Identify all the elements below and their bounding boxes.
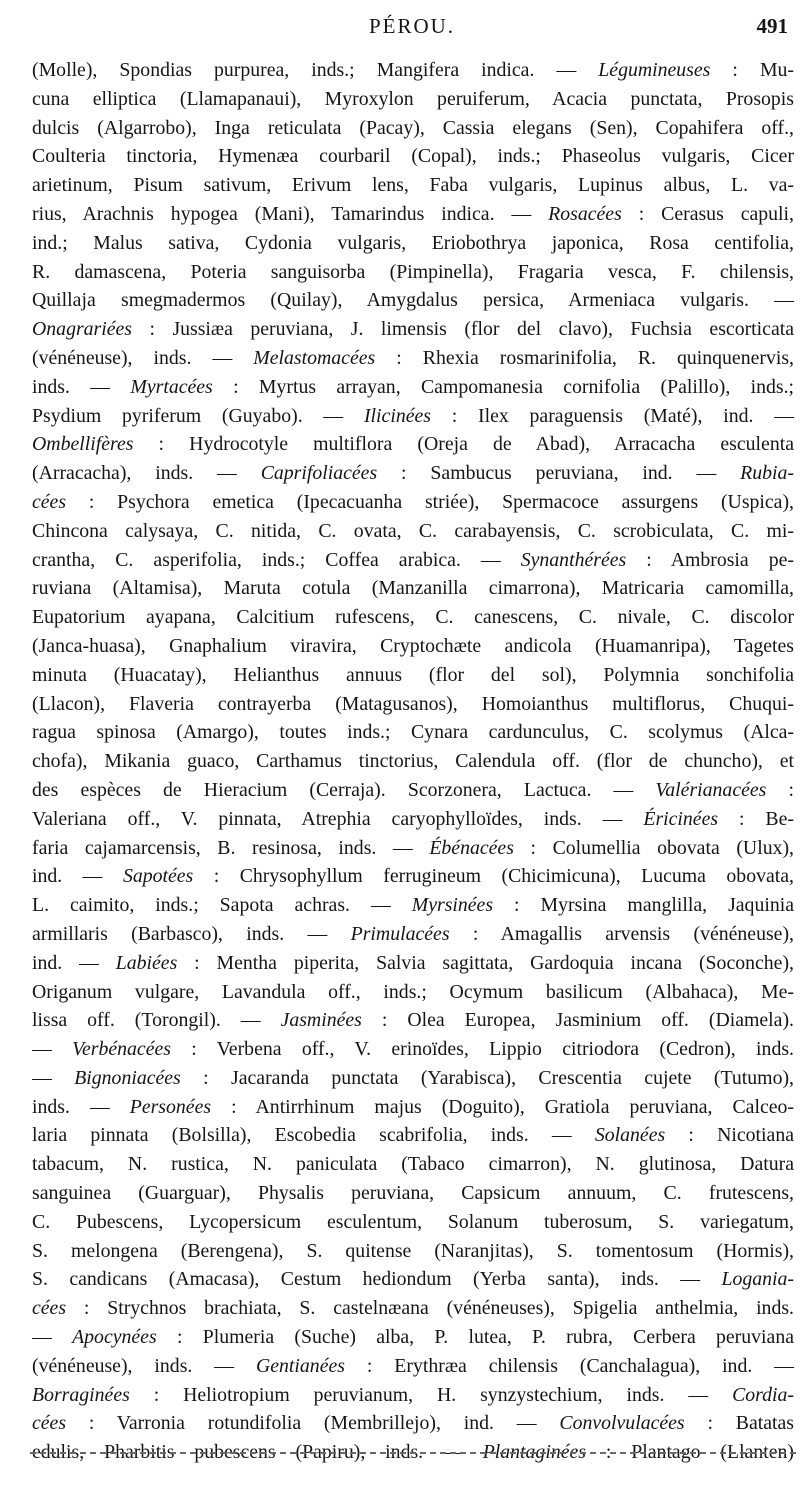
text-segment: : Plantago (Llanten) (585, 1441, 794, 1464)
page-number: 491 (756, 14, 788, 38)
text-line (32, 56, 794, 85)
family-name: Logania- (721, 1268, 794, 1291)
text-line (32, 1294, 794, 1323)
running-title: PÉROU. (368, 14, 456, 38)
text-segment: inds. — (32, 375, 131, 398)
family-name: Éricinées (643, 807, 719, 830)
text-line (32, 171, 794, 200)
family-name: Rubia- (740, 462, 794, 485)
family-name: Myrtacées (130, 375, 213, 398)
family-name: Personées (129, 1095, 212, 1118)
text-line (32, 690, 794, 719)
text-segment: : Psychora emetica (Ipecacuanha striée), Spermacoce assurgens (Uspica), (66, 490, 794, 513)
text-segment: S. melongena (Berengena), S. quitense (Naranjitas), S. tomentosum (Hormis), (32, 1239, 794, 1262)
text-line (32, 459, 794, 488)
text-segment: lissa off. (Torongil). — (32, 1009, 281, 1032)
text-line (32, 949, 794, 978)
text-segment: (Arracacha), inds. — (32, 462, 261, 485)
text-segment: edulis, Pharbitis pubescens (Papiru), inds. — (32, 1441, 483, 1464)
text-line (32, 1409, 794, 1438)
text-segment: des espèces de Hieracium (Cerraja). Scorzonera, Lactuca. — (32, 778, 656, 801)
family-name: Sapotées (122, 865, 194, 888)
text-segment: : Batatas (684, 1412, 794, 1435)
family-name: Onagrariées (32, 318, 132, 341)
text-segment: : Antirrhinum majus (Doguito), Gratiola peruviana, Calceo- (211, 1095, 794, 1118)
family-name: Synanthérées (520, 548, 627, 571)
text-segment: : Columellia obovata (Ulux), (513, 836, 794, 859)
text-segment: — (32, 1038, 73, 1061)
text-segment: : Erythræa chilensis (Canchalagua), ind. — (344, 1354, 794, 1377)
text-line (32, 286, 794, 315)
text-line (32, 488, 794, 517)
text-line (32, 1006, 794, 1035)
text-line (32, 114, 794, 143)
text-line (32, 1179, 794, 1208)
text-segment: ragua spinosa (Amargo), toutes inds.; Cynara cardunculus, C. scolymus (Alca- (32, 721, 794, 744)
text-segment: : Varronia rotundifolia (Membrillejo), ind. — (66, 1412, 560, 1435)
family-name: cées (32, 1412, 67, 1435)
text-line (32, 1121, 794, 1150)
text-segment: C. Pubescens, Lycopersicum esculentum, Solanum tuberosum, S. variegatum, (32, 1210, 794, 1233)
text-line (32, 1237, 794, 1266)
family-name: Légumineuses (598, 59, 711, 81)
text-line (32, 632, 794, 661)
text-segment: arietinum, Pisum sativum, Erivum lens, Faba vulgaris, Lupinus albus, L. va- (32, 174, 794, 197)
text-segment: Eupatorium ayapana, Calcitium rufescens, C. canescens, C. nivale, C. discolor (32, 606, 794, 629)
text-segment: : Jacaranda punctata (Yarabisca), Crescentia cujete (Tutumo), (180, 1066, 794, 1089)
text-segment: R. damascena, Poteria sanguisorba (Pimpinella), Fragaria vesca, F. chilensis, (32, 260, 794, 283)
text-line (32, 142, 794, 171)
family-name: Solanées (594, 1124, 666, 1147)
text-line (32, 661, 794, 690)
text-line (32, 200, 794, 229)
text-line (32, 430, 794, 459)
family-name: Ombellifères (32, 433, 134, 456)
text-line (32, 1265, 794, 1294)
text-segment: (vénéneuse), inds. — (32, 346, 254, 369)
text-line (32, 546, 794, 575)
text-segment: : Cerasus capuli, (621, 202, 794, 225)
page-header (32, 14, 792, 44)
text-segment: faria cajamarcensis, B. resinosa, inds. — (32, 836, 430, 859)
text-line (32, 258, 794, 287)
text-segment: Valeriana off., V. pinnata, Atrephia caryophylloïdes, inds. — (32, 807, 644, 830)
text-segment: cuna elliptica (Llamapanaui), Myroxylon peruiferum, Acacia punctata, Prosopis (32, 87, 794, 110)
text-segment: : Sambucus peruviana, ind. — (377, 462, 741, 485)
text-segment: laria pinnata (Bolsilla), Escobedia scabrifolia, inds. — (32, 1124, 595, 1147)
text-segment: : Amagallis arvensis (vénéneuse), (449, 922, 794, 945)
text-line (32, 834, 794, 863)
text-line (32, 315, 794, 344)
text-line (32, 920, 794, 949)
text-line (32, 229, 794, 258)
text-line (32, 1352, 794, 1381)
footer-rule (30, 1452, 796, 1454)
text-line (32, 1150, 794, 1179)
text-segment: ruviana (Altamisa), Maruta cotula (Manzanilla cimarrona), Matricaria camomilla, (32, 577, 794, 600)
text-segment: ind. — (32, 951, 116, 974)
text-line (32, 862, 794, 891)
text-segment: : Olea Europea, Jasminium off. (Diamela). (361, 1009, 794, 1032)
text-segment: tabacum, N. rustica, N. paniculata (Tabaco cimarron), N. glutinosa, Datura (32, 1153, 794, 1176)
text-segment: : Ilex paraguensis (Maté), ind. — (430, 404, 794, 427)
text-segment: : Ambrosia pe- (626, 548, 794, 571)
family-name: Gentianées (255, 1354, 345, 1377)
text-line (32, 344, 794, 373)
text-segment: rius, Arachnis hypogea (Mani), Tamarindus indica. — (32, 202, 549, 225)
text-line (32, 1035, 794, 1064)
family-name: Rosacées (548, 202, 622, 225)
family-name: Primulacées (350, 922, 450, 945)
family-name: Ilicinées (363, 404, 431, 427)
family-name: Bignoniacées (74, 1066, 181, 1089)
family-name: Plantaginées (482, 1441, 586, 1464)
text-line (32, 574, 794, 603)
text-line (32, 1323, 794, 1352)
text-segment: — (32, 1066, 75, 1089)
text-line (32, 402, 794, 431)
family-name: Cordia- (732, 1383, 794, 1406)
text-line (32, 891, 794, 920)
text-line (32, 1381, 794, 1410)
text-line (32, 718, 794, 747)
text-segment: : Be- (718, 807, 794, 830)
text-segment: Chincona calysaya, C. nitida, C. ovata, C. carabayensis, C. scrobiculata, C. mi- (32, 519, 794, 542)
text-segment: chofa), Mikania guaco, Carthamus tinctorius, Calendula off. (flor de chuncho), et (32, 750, 794, 773)
text-line (32, 603, 794, 632)
family-name: Myrsinées (411, 894, 494, 917)
text-segment: L. caimito, inds.; Sapota achras. — (32, 894, 412, 917)
text-segment: Coulteria tinctoria, Hymenæa courbaril (Copal), inds.; Phaseolus vulgaris, Cicer (32, 145, 794, 168)
text-segment: : Myrsina manglilla, Jaquinia (493, 894, 794, 917)
text-segment: : Hydrocotyle multiflora (Oreja de Abad), Arracacha esculenta (133, 433, 794, 456)
family-name: Ébénacées (429, 836, 514, 859)
family-name: Melastomacées (253, 346, 376, 369)
text-line (32, 1208, 794, 1237)
text-segment: Psydium pyriferum (Guyabo). — (32, 404, 364, 427)
text-line (32, 1093, 794, 1122)
family-name: Jasminées (280, 1009, 362, 1032)
text-segment: : Chrysophyllum ferrugineum (Chicimicuna), Lucuma obovata, (193, 865, 794, 888)
text-segment: Origanum vulgare, Lavandula off., inds.; Ocymum basilicum (Albahaca), Me- (32, 980, 794, 1003)
text-segment: ind.; Malus sativa, Cydonia vulgaris, Eriobothrya japonica, Rosa centifolia, (32, 231, 794, 254)
family-name: cées (32, 1297, 67, 1320)
text-line (32, 978, 794, 1007)
text-segment: (vénéneuse), inds. — (32, 1354, 256, 1377)
text-segment: : Mu- (710, 59, 794, 81)
text-segment: S. candicans (Amacasa), Cestum hediondum (Yerba santa), inds. — (32, 1268, 722, 1291)
text-line (32, 805, 794, 834)
text-line (32, 373, 794, 402)
text-segment: (Molle), Spondias purpurea, inds.; Mangifera indica. — (32, 59, 599, 81)
text-segment: : Verbena off., V. erinoïdes, Lippio citriodora (Cedron), inds. (170, 1038, 794, 1061)
text-segment: : Rhexia rosmarinifolia, R. quinquenervis, (375, 346, 794, 369)
family-name: Borraginées (32, 1383, 130, 1406)
text-segment: (Janca-huasa), Gnaphalium viravira, Cryptochæte andicola (Huamanripa), Tagetes (32, 634, 794, 657)
family-name: Labiées (115, 951, 178, 974)
text-segment: (Llacon), Flaveria contrayerba (Matagusanos), Homoianthus multiflorus, Chuqui- (32, 692, 794, 715)
text-segment: : (766, 778, 794, 801)
text-segment: crantha, C. asperifolia, inds.; Coffea arabica. — (32, 548, 521, 571)
text-segment: sanguinea (Guarguar), Physalis peruviana, Capsicum annuum, C. frutescens, (32, 1182, 794, 1205)
body-text (32, 56, 794, 1467)
text-line (32, 776, 794, 805)
text-segment: : Nicotiana (665, 1124, 794, 1147)
text-segment: minuta (Huacatay), Helianthus annuus (flor del sol), Polymnia sonchifolia (32, 663, 794, 686)
text-segment: — (32, 1326, 73, 1349)
text-segment: : Plumeria (Suche) alba, P. lutea, P. rubra, Cerbera peruviana (156, 1326, 794, 1349)
text-line (32, 747, 794, 776)
text-segment: armillaris (Barbasco), inds. — (32, 922, 351, 945)
text-segment: : Heliotropium peruvianum, H. synzystechium, inds. — (129, 1383, 733, 1406)
text-line (32, 1064, 794, 1093)
text-segment: : Myrtus arrayan, Campomanesia cornifolia (Palillo), inds.; (212, 375, 794, 398)
family-name: Verbénacées (72, 1038, 171, 1061)
family-name: cées (32, 490, 67, 513)
text-segment: Quillaja smegmadermos (Quilay), Amygdalus persica, Armeniaca vulgaris. — (32, 289, 794, 312)
text-segment: : Jussiæa peruviana, J. limensis (flor del clavo), Fuchsia escorticata (132, 318, 794, 341)
text-segment: dulcis (Algarrobo), Inga reticulata (Pacay), Cassia elegans (Sen), Copahifera off., (32, 116, 794, 139)
family-name: Valérianacées (655, 778, 767, 801)
family-name: Convolvulacées (559, 1412, 685, 1435)
text-segment: : Strychnos brachiata, S. castelnæana (vénéneuses), Spigelia anthelmia, inds. (66, 1297, 794, 1320)
text-line (32, 85, 794, 114)
text-line (32, 517, 794, 546)
family-name: Apocynées (72, 1326, 157, 1349)
text-segment: inds. — (32, 1095, 130, 1118)
text-segment: ind. — (32, 865, 123, 888)
family-name: Caprifoliacées (260, 462, 378, 485)
text-segment: : Mentha piperita, Salvia sagittata, Gardoquia incana (Soconche), (177, 951, 794, 974)
